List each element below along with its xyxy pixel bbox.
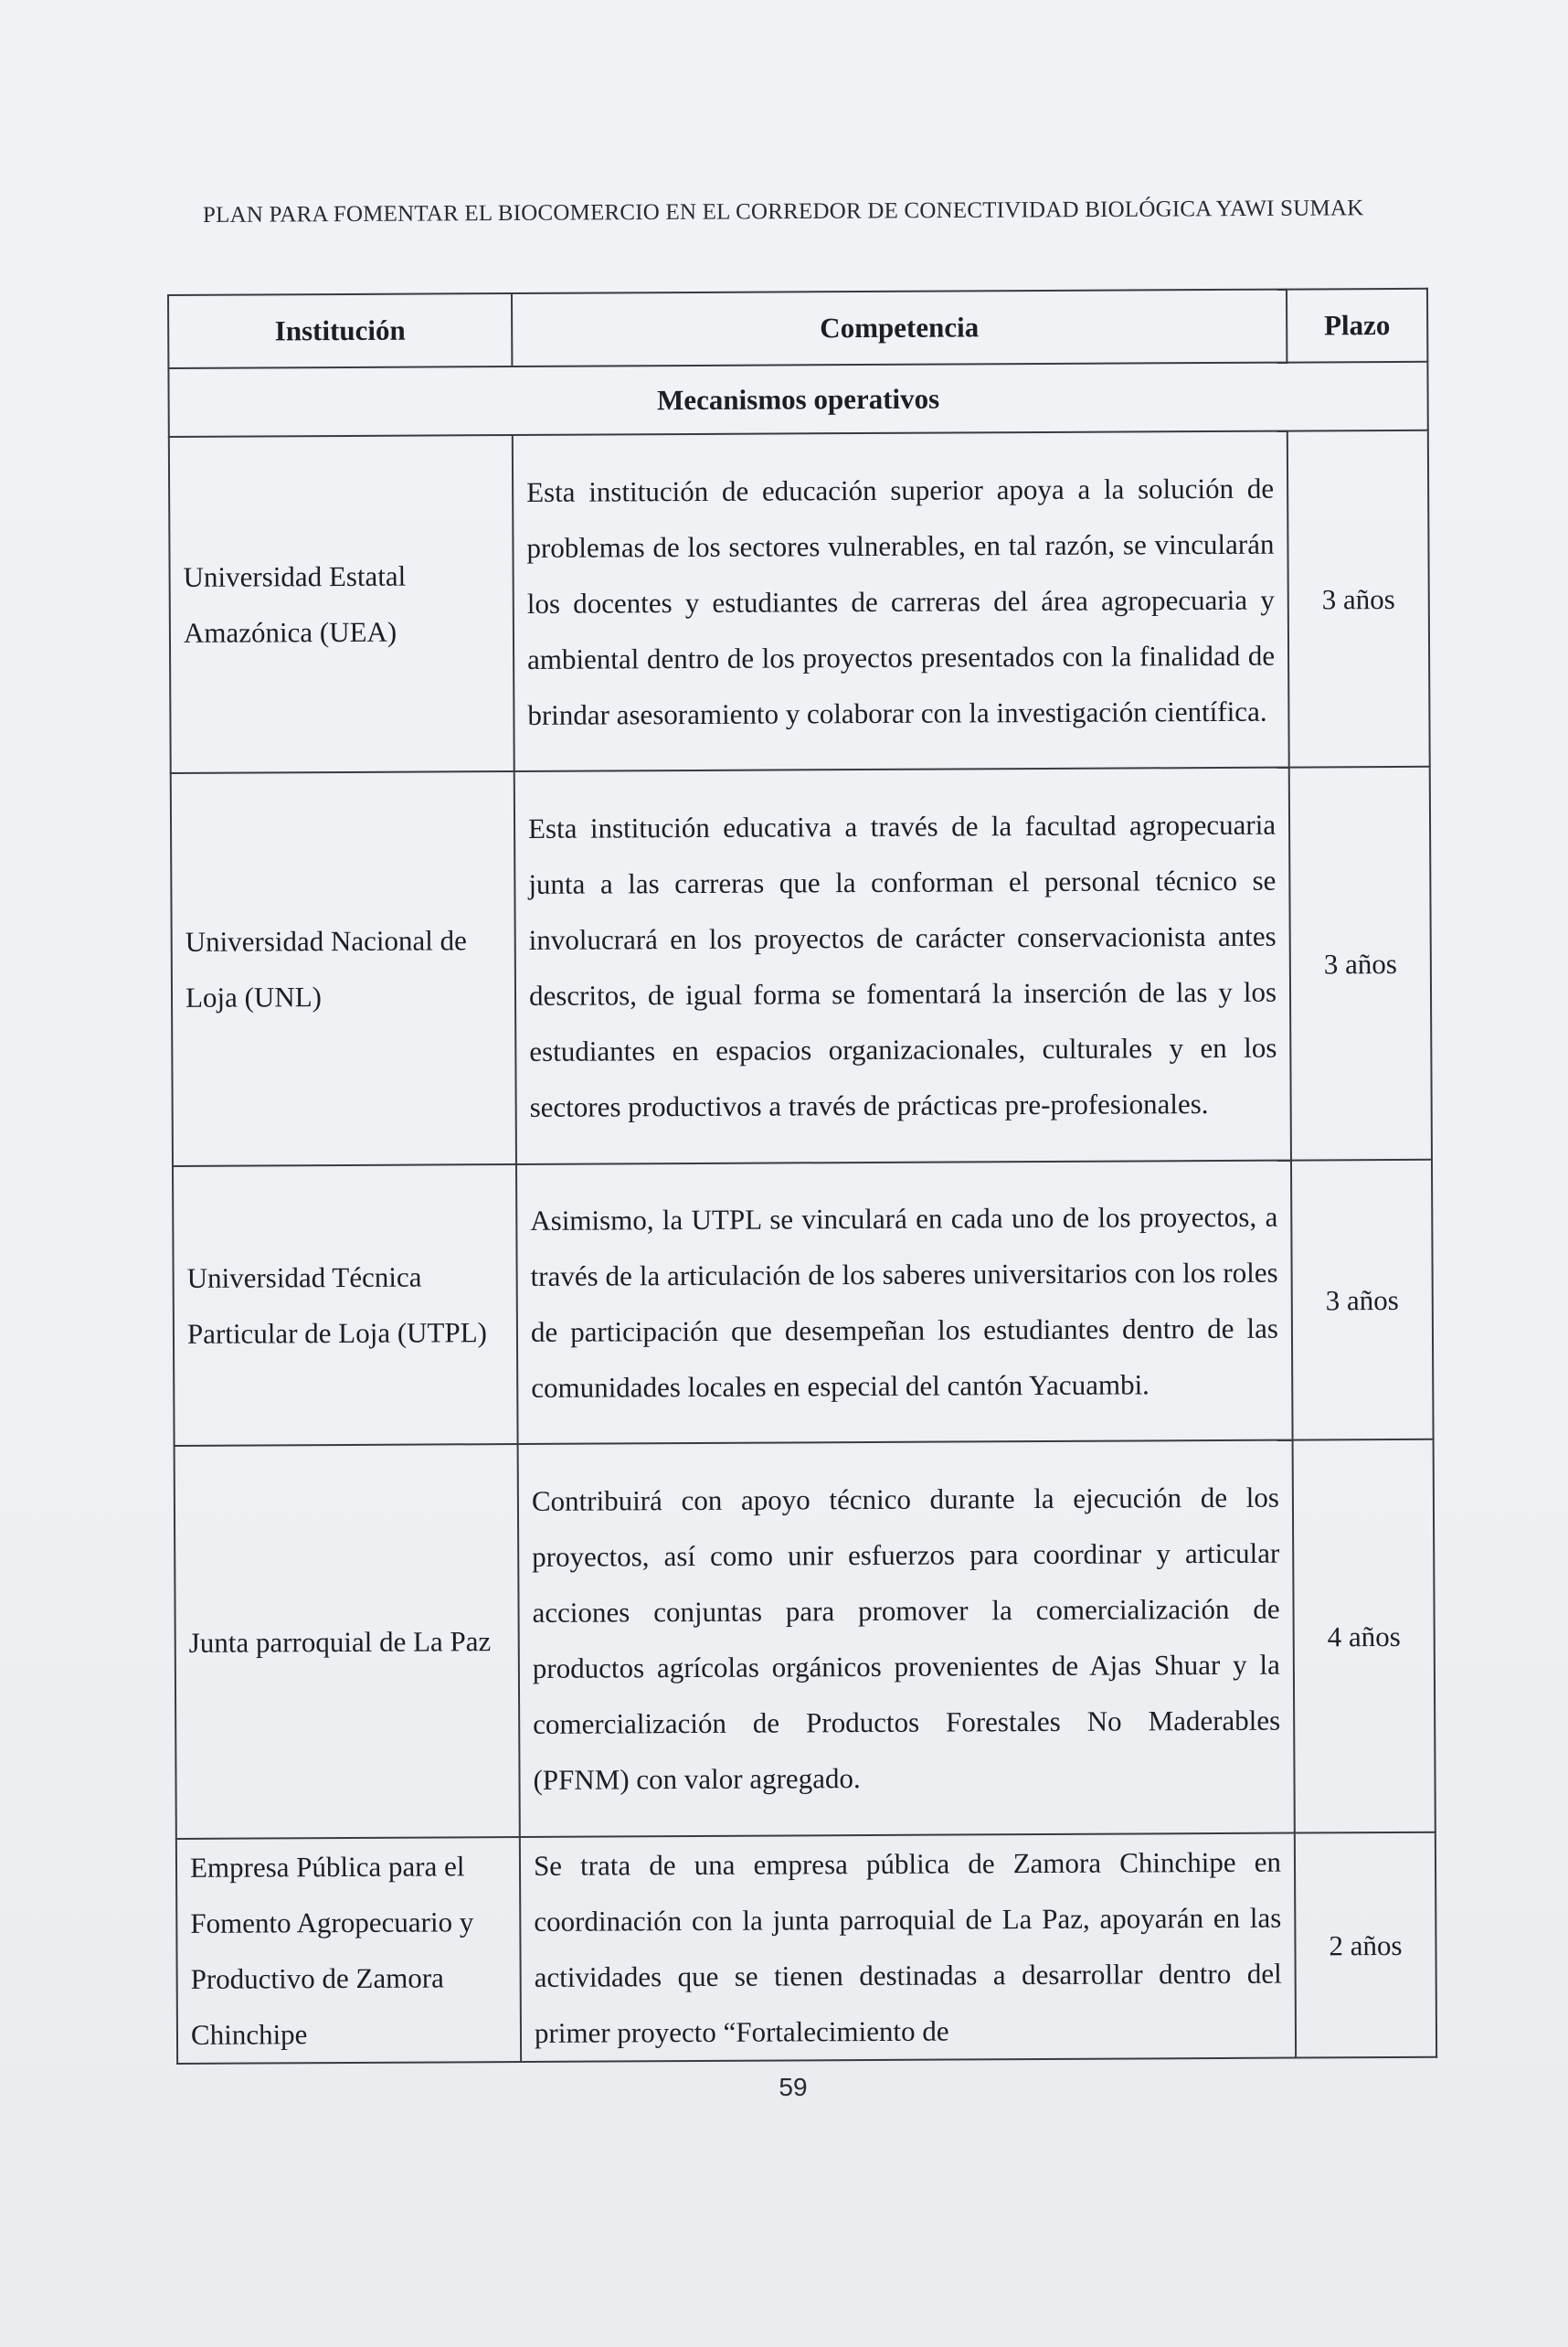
term-cell: 4 años [1293, 1439, 1436, 1833]
running-header: PLAN PARA FOMENTAR EL BIOCOMERCIO EN EL CORREDOR DE CONECTIVIDAD BIOLÓGICA YAWI SUMAK [202, 196, 1364, 228]
table-row [176, 1832, 1436, 2064]
competence-cell: Se trata de una empresa pública de Zamora Chinchipe en coordinación con la junta parroquial de La Paz, apoyarán en las actividades que se tienen destinadas a desarrollar dentro del primer proyecto “Fortalecimiento de [520, 1833, 1296, 2062]
term-cell: 3 años [1289, 767, 1432, 1161]
page-number: 59 [779, 2073, 808, 2101]
term-cell: 2 años [1295, 1832, 1436, 2058]
column-header-competence: Competencia [512, 290, 1287, 366]
table-row [171, 767, 1432, 1166]
competence-cell: Esta institución de educación superior apoya a la solución de problemas de los sectores vulnerables, en tal razón, se vincularán los docentes y estudiantes de carreras del área agropecuaria y ambiental dentro de los proyectos presentados con la finalidad de brindar asesoramiento y colaborar con la investigación científica. [513, 431, 1289, 771]
institution-cell: Junta parroquial de La Paz [175, 1444, 520, 1839]
table-header-row [168, 289, 1427, 368]
term-cell: 3 años [1287, 430, 1430, 768]
term-cell: 3 años [1291, 1160, 1434, 1440]
table-row [175, 1439, 1436, 1839]
institutions-table [167, 288, 1437, 2065]
institution-cell: Universidad Técnica Particular de Loja (UTPL) [173, 1164, 518, 1446]
section-title: Mecanismos operativos [168, 362, 1427, 437]
column-header-institution: Institución [168, 293, 512, 368]
competence-cell: Asimismo, la UTPL se vinculará en cada uno de los proyectos, a través de la articulación de los saberes universitarios con los roles de participación que desempeñan los estudiantes dentro de las comunidades locales en especial del cantón Yacuambi. [516, 1161, 1293, 1444]
table-row [169, 430, 1430, 773]
table-row [173, 1160, 1434, 1446]
column-header-term: Plazo [1287, 289, 1427, 363]
competence-cell: Esta institución educativa a través de la facultad agropecuaria junta a las carreras que la conforman el personal técnico se involucrará en los proyectos de carácter conservacionista antes descritos, de igual forma se fomentará la inserción de las y los estudiantes en espacios organizacionales, culturales y en los sectores productivos a través de prácticas pre-profesionales. [514, 768, 1291, 1164]
section-row [168, 362, 1427, 437]
institutions-table-wrapper [167, 288, 1436, 2065]
institution-cell: Universidad Nacional de Loja (UNL) [171, 771, 516, 1166]
competence-cell: Contribuirá con apoyo técnico durante la ejecución de los proyectos, así como unir esfuerzos para coordinar y articular acciones conjuntas para promover la comercialización de productos agrícolas orgánicos provenientes de Ajas Shuar y la comercialización de Productos Forestales No Maderables (PFNM) con valor agregado. [518, 1440, 1295, 1837]
institution-cell: Universidad Estatal Amazónica (UEA) [169, 435, 514, 773]
institution-cell: Empresa Pública para el Fomento Agropecuario y Productivo de Zamora Chinchipe [176, 1837, 521, 2064]
